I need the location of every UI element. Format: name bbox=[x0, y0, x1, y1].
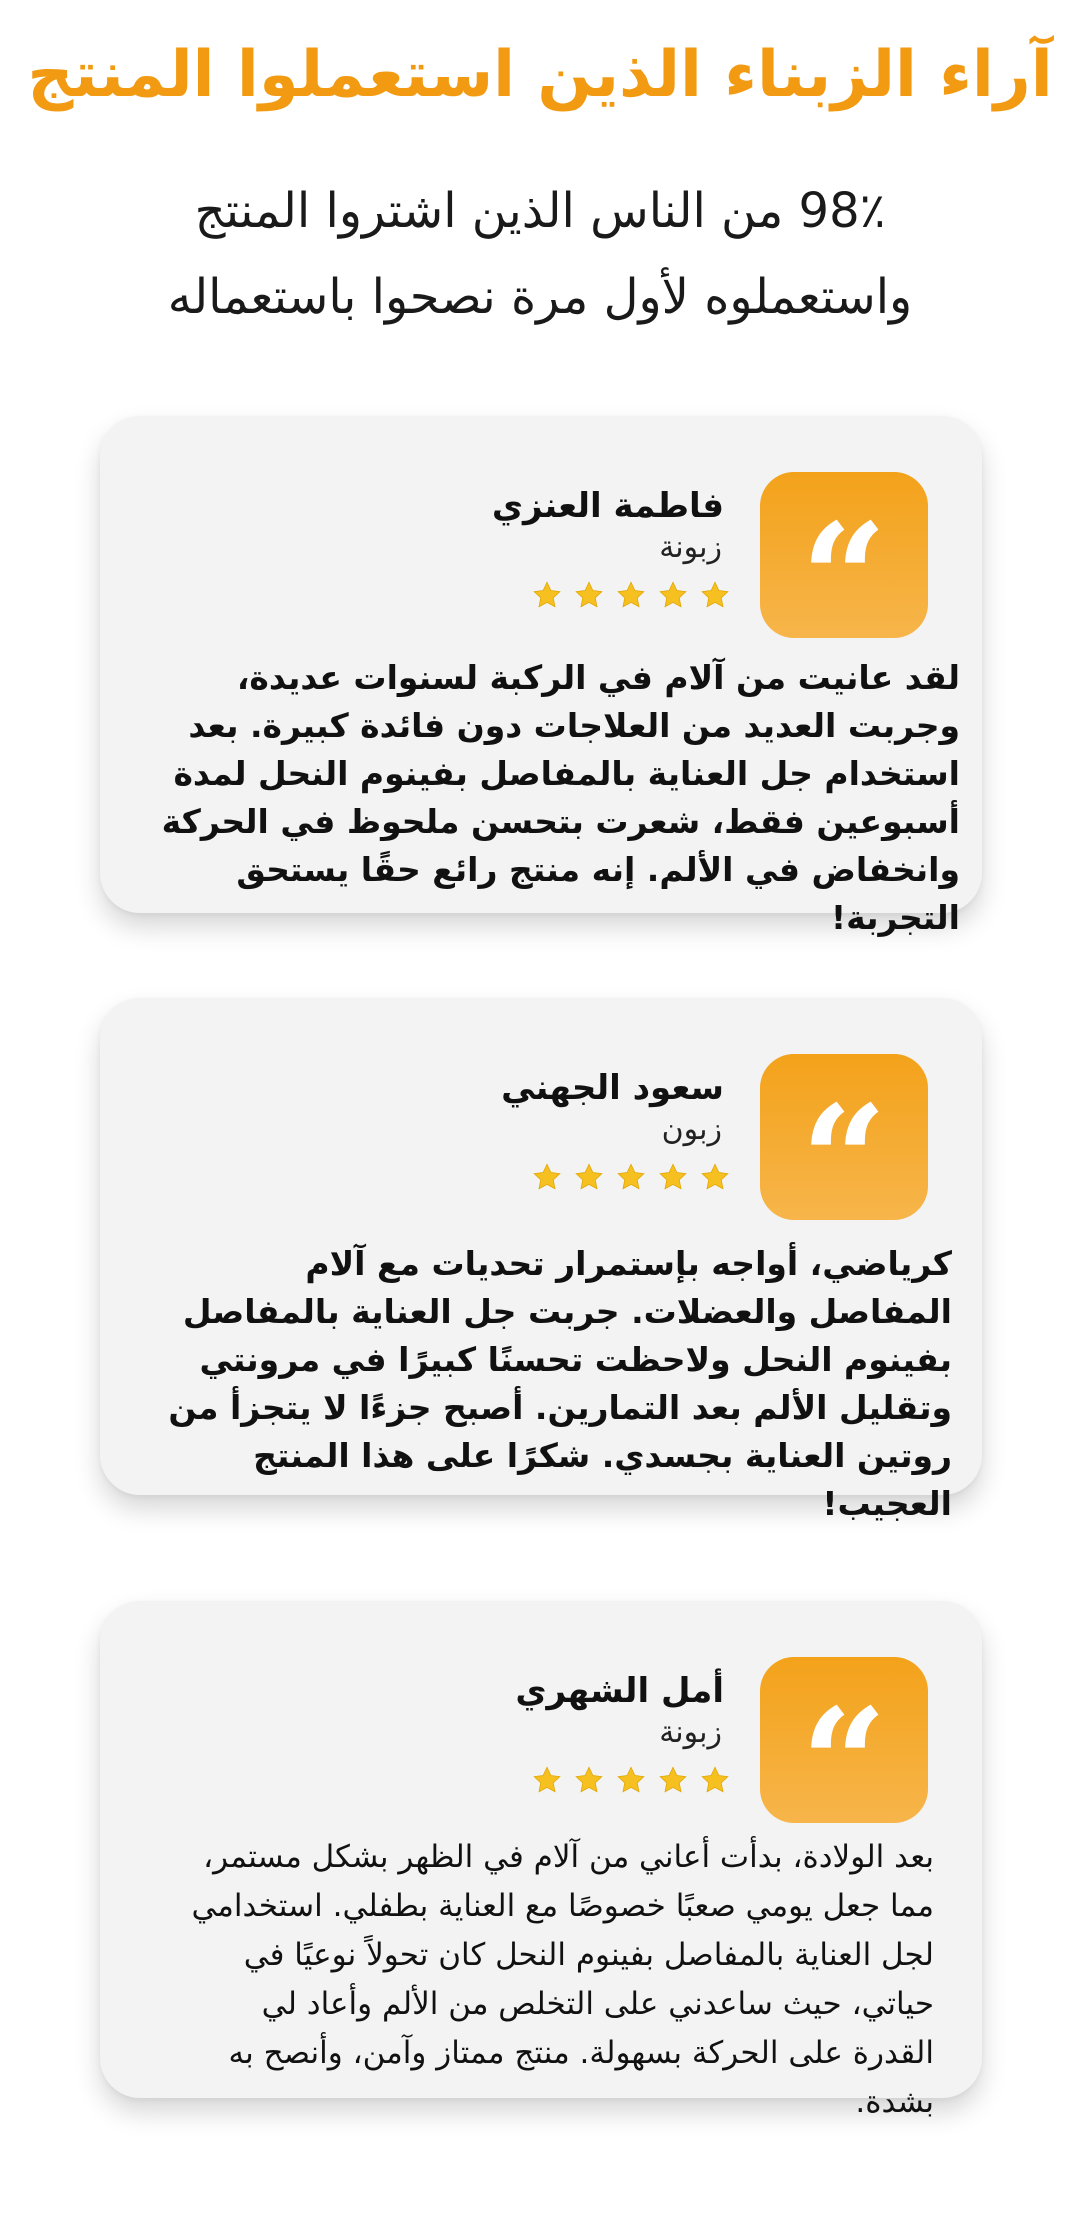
star-icon bbox=[658, 1162, 688, 1192]
star-rating bbox=[532, 1765, 730, 1795]
star-icon bbox=[574, 1765, 604, 1795]
quote-badge bbox=[760, 1657, 928, 1852]
reviewer-name: فاطمة العنزي bbox=[491, 486, 724, 526]
reviewer-name: سعود الجهني bbox=[501, 1068, 724, 1108]
page-subtitle: 98٪ من الناس الذين اشتروا المنتج واستعملوه لأول مرة نصحوا باستعماله bbox=[167, 183, 913, 325]
star-icon bbox=[532, 1765, 562, 1795]
star-rating bbox=[532, 580, 730, 610]
quote-badge bbox=[760, 472, 928, 667]
star-icon bbox=[658, 1765, 688, 1795]
page-title: آراء الزبناء الذين استعملوا المنتج bbox=[27, 38, 1053, 112]
review-card bbox=[100, 998, 982, 1523]
quote-icon: “ bbox=[800, 1676, 888, 1852]
star-icon bbox=[700, 1162, 730, 1192]
star-icon bbox=[574, 580, 604, 610]
star-rating bbox=[532, 1162, 730, 1192]
reviewer-role: زبون bbox=[661, 1112, 722, 1147]
star-icon bbox=[700, 1765, 730, 1795]
review-text: كرياضي، أواجه بإستمرار تحديات مع آلام المفاصل والعضلات. جربت جل العناية بالمفاصل بفينوم النحل ولاحظت تحسنًا كبيرًا في مرونتي وتقليل الألم بعد التمارين. أصبح جزءًا لا يتجزأ من روتين العناية بجسدي. شكرًا على هذا المنتج العجيب! bbox=[168, 1244, 952, 1523]
quote-badge bbox=[760, 1054, 928, 1249]
star-icon bbox=[616, 1765, 646, 1795]
star-icon bbox=[532, 1162, 562, 1192]
star-icon bbox=[658, 580, 688, 610]
reviewer-name: أمل الشهري bbox=[515, 1671, 724, 1711]
quote-icon: “ bbox=[800, 1073, 888, 1249]
review-text: بعد الولادة، بدأت أعاني من آلام في الظهر بشكل مستمر، مما جعل يومي صعبًا خصوصًا مع العناية بطفلي. استخدامي لجل العناية بالمفاصل بفينوم النحل كان تحولاً نوعيًا في حياتي، حيث ساعدني على التخلص من الألم وأعاد لي القدرة على الحركة بسهولة. منتج ممتاز وآمن، وأنصح به بشدة. bbox=[191, 1839, 934, 2120]
star-icon bbox=[616, 580, 646, 610]
star-icon bbox=[616, 1162, 646, 1192]
review-text: لقد عانيت من آلام في الركبة لسنوات عديدة، وجربت العديد من العلاجات دون فائدة كبيرة. بعد استخدام جل العناية بالمفاصل بفينوم النحل لمدة أسبوعين فقط، شعرت بتحسن ملحوظ في الحركة وانخفاض في الألم. إنه منتج رائع حقًا يستحق التجربة! bbox=[161, 658, 960, 937]
reviewer-role: زبونة bbox=[659, 530, 722, 565]
star-icon bbox=[700, 580, 730, 610]
star-icon bbox=[532, 580, 562, 610]
reviewer-role: زبونة bbox=[659, 1715, 722, 1750]
quote-icon: “ bbox=[800, 491, 888, 667]
review-card bbox=[100, 416, 982, 937]
review-card bbox=[100, 1601, 982, 2120]
star-icon bbox=[574, 1162, 604, 1192]
